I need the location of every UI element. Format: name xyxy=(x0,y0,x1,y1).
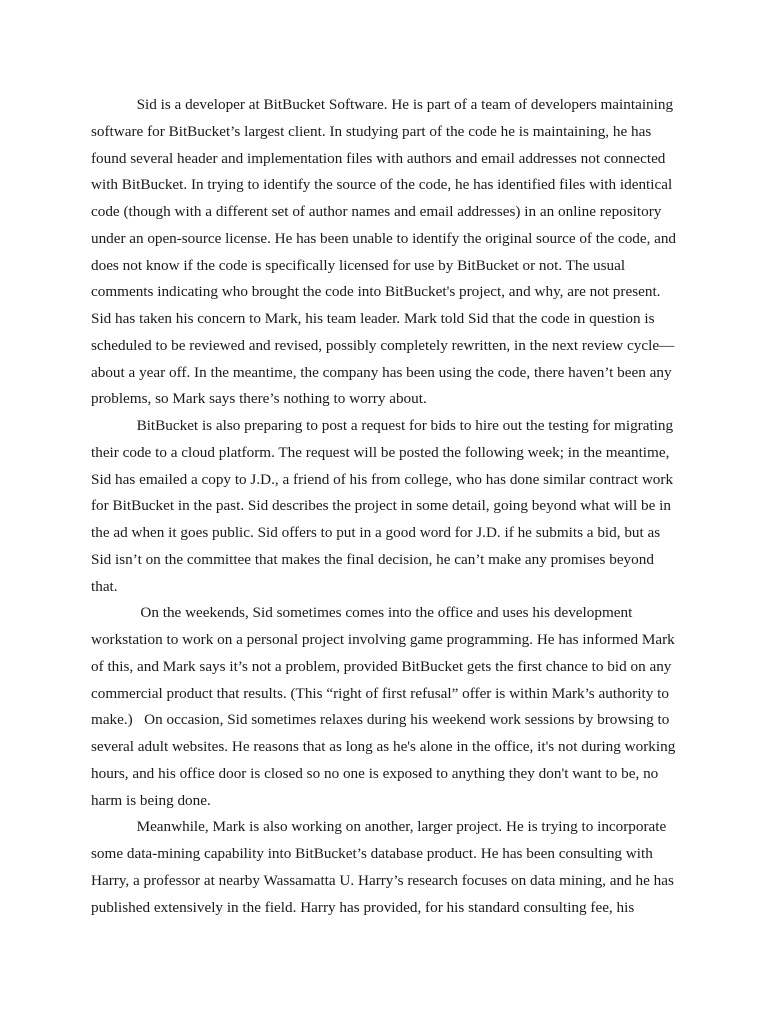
text-line: hours, and his office door is closed so no one is exposed to anything they don't want to be, no xyxy=(91,764,659,782)
text-line: software for BitBucket’s largest client. In studying part of the code he is maintaining, he has xyxy=(91,122,652,140)
text-line: workstation to work on a personal project involving game programming. He has informed Mark xyxy=(91,631,675,648)
text-line: the ad when it goes public. Sid offers to put in a good word for J.D. if he submits a bid, but as xyxy=(91,524,661,541)
text-line: Sid has taken his concern to Mark, his team leader. Mark told Sid that the code in question is xyxy=(91,310,655,327)
text-line: found several header and implementation files with authors and email addresses not connected xyxy=(91,149,666,167)
text-line: some data-mining capability into BitBucket’s database product. He has been consulting with xyxy=(91,845,653,862)
text-line: Meanwhile, Mark is also working on another, larger project. He is trying to incorporate xyxy=(91,818,667,836)
text-line: of this, and Mark says it’s not a problem, provided BitBucket gets the first chance to bid on any xyxy=(91,657,672,675)
case-study-text xyxy=(91,92,676,921)
text-line: does not know if the code is specifically licensed for use by BitBucket or not. The usual xyxy=(91,256,626,274)
text-line: Harry, a professor at nearby Wassamatta U. Harry’s research focuses on data mining, and he has xyxy=(91,871,674,889)
text-line: problems, so Mark says there’s nothing to worry about. xyxy=(91,390,427,408)
text-line: several adult websites. He reasons that as long as he's alone in the office, it's not during working xyxy=(91,738,676,755)
text-line: Sid isn’t on the committee that makes the final decision, he can’t make any promises beyond xyxy=(91,550,654,568)
text-line: make.) On occasion, Sid sometimes relaxes during his weekend work sessions by browsing to xyxy=(91,711,670,729)
text-line: with BitBucket. In trying to identify the source of the code, he has identified files with identical xyxy=(91,176,673,194)
text-line: about a year off. In the meantime, the company has been using the code, there haven’t been any xyxy=(91,363,672,381)
text-line: scheduled to be reviewed and revised, possibly completely rewritten, in the next review cycle— xyxy=(91,336,675,354)
text-line: under an open-source license. He has been unable to identify the original source of the code, and xyxy=(91,229,676,247)
text-line: Sid has emailed a copy to J.D., a friend of his from college, who has done similar contract work xyxy=(91,470,674,488)
text-line: commercial product that results. (This “right of first refusal” offer is within Mark’s authority to xyxy=(91,684,669,702)
text-line: Sid is a developer at BitBucket Software. He is part of a team of developers maintaining xyxy=(91,96,674,113)
text-line: that. xyxy=(91,577,118,595)
text-line: their code to a cloud platform. The request will be posted the following week; in the meantime, xyxy=(91,443,670,461)
text-line: for BitBucket in the past. Sid describes the project in some detail, going beyond what will be in xyxy=(91,497,671,515)
text-line: comments indicating who brought the code into BitBucket's project, and why, are not present. xyxy=(91,283,661,301)
text-line: code (though with a different set of author names and email addresses) in an online repository xyxy=(91,203,662,220)
text-line: harm is being done. xyxy=(91,791,211,809)
text-line: On the weekends, Sid sometimes comes into the office and uses his development xyxy=(91,604,633,622)
text-line: BitBucket is also preparing to post a request for bids to hire out the testing for migrating xyxy=(91,417,674,434)
text-line: published extensively in the field. Harry has provided, for his standard consulting fee, his xyxy=(91,898,635,916)
